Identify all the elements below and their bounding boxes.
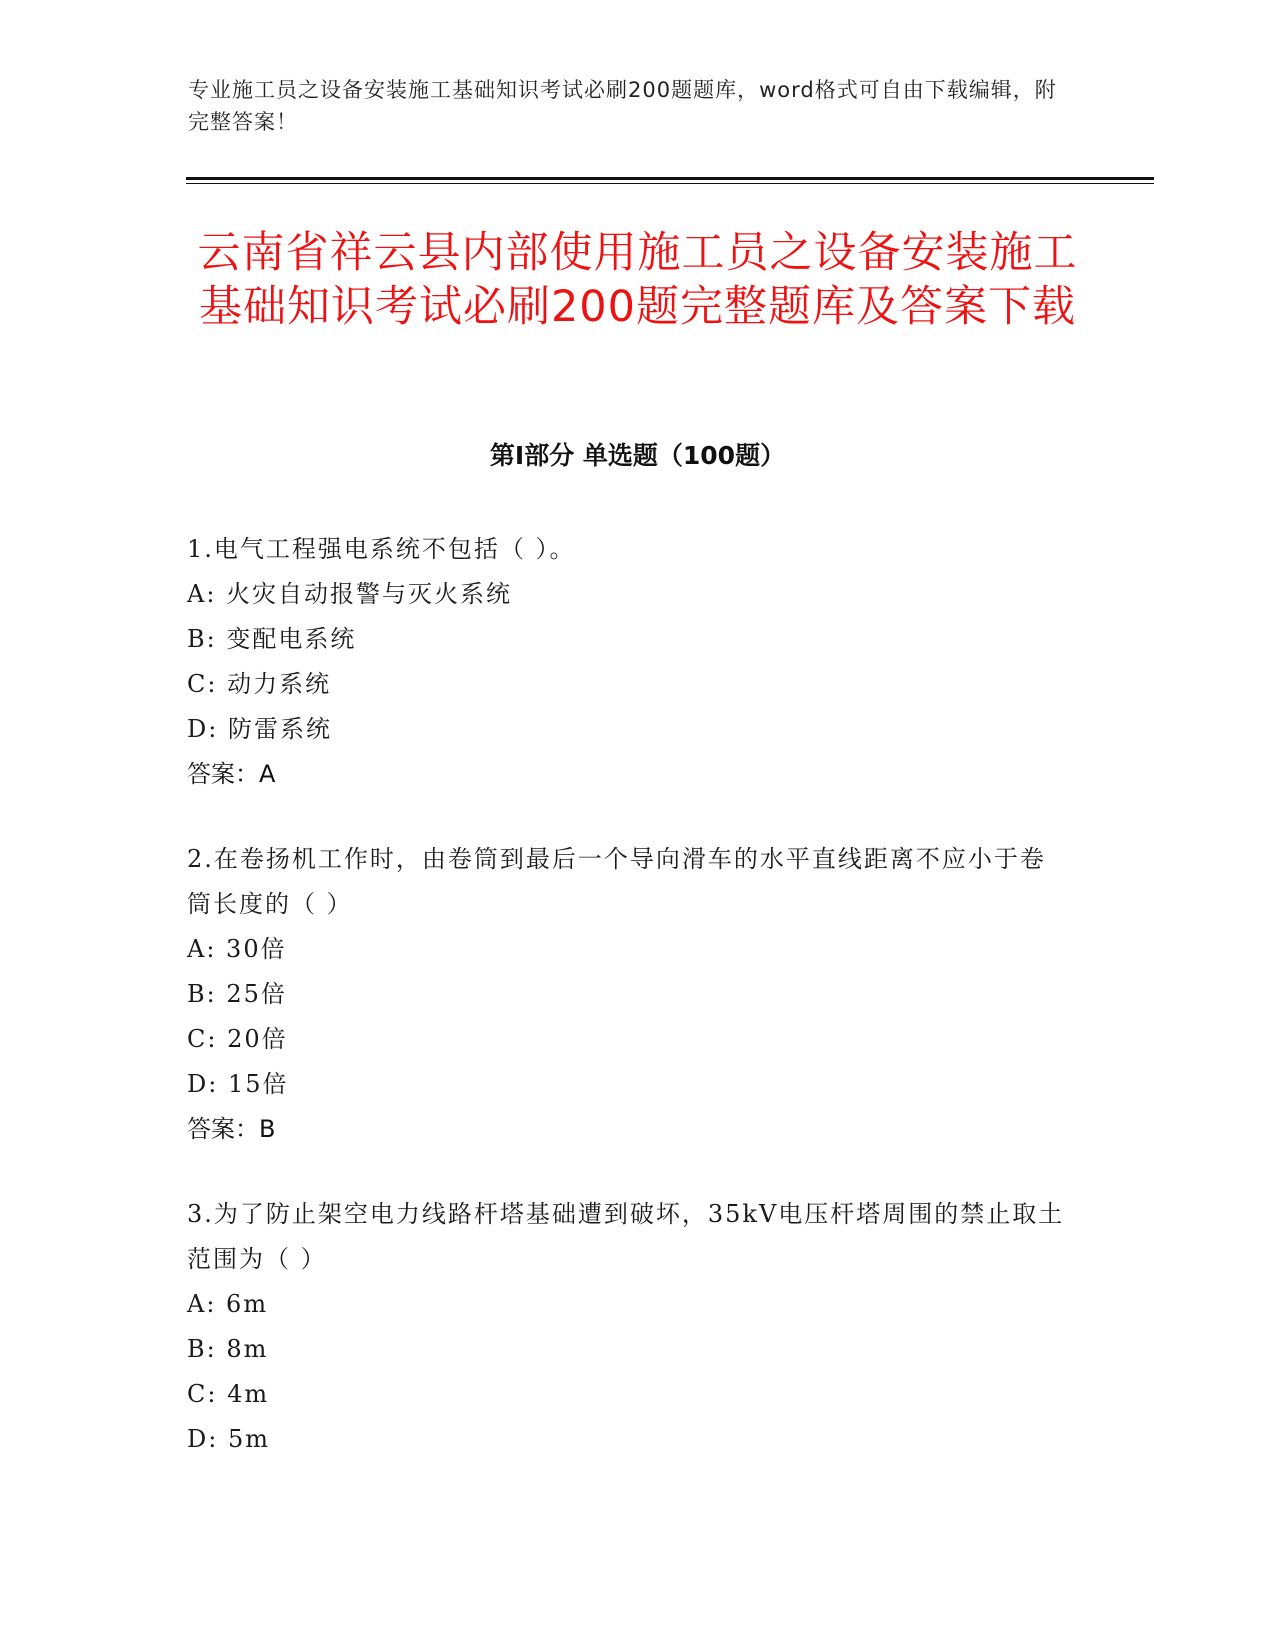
header-divider-thick bbox=[186, 177, 1154, 180]
question-list bbox=[187, 527, 1067, 1502]
document-title: 云南省祥云县内部使用施工员之设备安装施工基础知识考试必刷200题完整题库及答案下载 bbox=[197, 228, 1078, 332]
question-1 bbox=[187, 527, 1067, 797]
section-heading: 第I部分 单选题（100题） bbox=[489, 441, 786, 470]
option-b: B: 25倍 bbox=[187, 980, 287, 1008]
option-d: D: 防雷系统 bbox=[187, 715, 332, 743]
option-c: C: 4m bbox=[187, 1380, 270, 1408]
option-c: C: 动力系统 bbox=[187, 670, 332, 698]
option-a: A: 30倍 bbox=[187, 935, 287, 963]
question-stem: 3.为了防止架空电力线路杆塔基础遭到破坏，35kV电压杆塔周围的禁止取土范围为（ ） bbox=[187, 1200, 1065, 1273]
question-stem: 1.电气工程强电系统不包括（ ）。 bbox=[187, 535, 576, 563]
question-2 bbox=[187, 837, 1067, 1152]
option-b: B: 变配电系统 bbox=[187, 625, 357, 653]
option-d: D: 15倍 bbox=[187, 1070, 289, 1098]
option-c: C: 20倍 bbox=[187, 1025, 288, 1053]
option-b: B: 8m bbox=[187, 1335, 269, 1363]
question-3 bbox=[187, 1192, 1067, 1462]
answer: 答案：B bbox=[187, 1115, 276, 1143]
option-a: A: 6m bbox=[187, 1290, 269, 1318]
header-note: 专业施工员之设备安装施工基础知识考试必刷200题题库，word格式可自由下载编辑，附完整答案！ bbox=[188, 78, 1057, 134]
header-divider-thin bbox=[186, 183, 1154, 184]
answer: 答案：A bbox=[187, 760, 276, 788]
question-stem: 2.在卷扬机工作时，由卷筒到最后一个导向滑车的水平直线距离不应小于卷筒长度的（ ） bbox=[187, 845, 1046, 918]
option-a: A: 火灾自动报警与灭火系统 bbox=[187, 580, 513, 608]
option-d: D: 5m bbox=[187, 1425, 270, 1453]
